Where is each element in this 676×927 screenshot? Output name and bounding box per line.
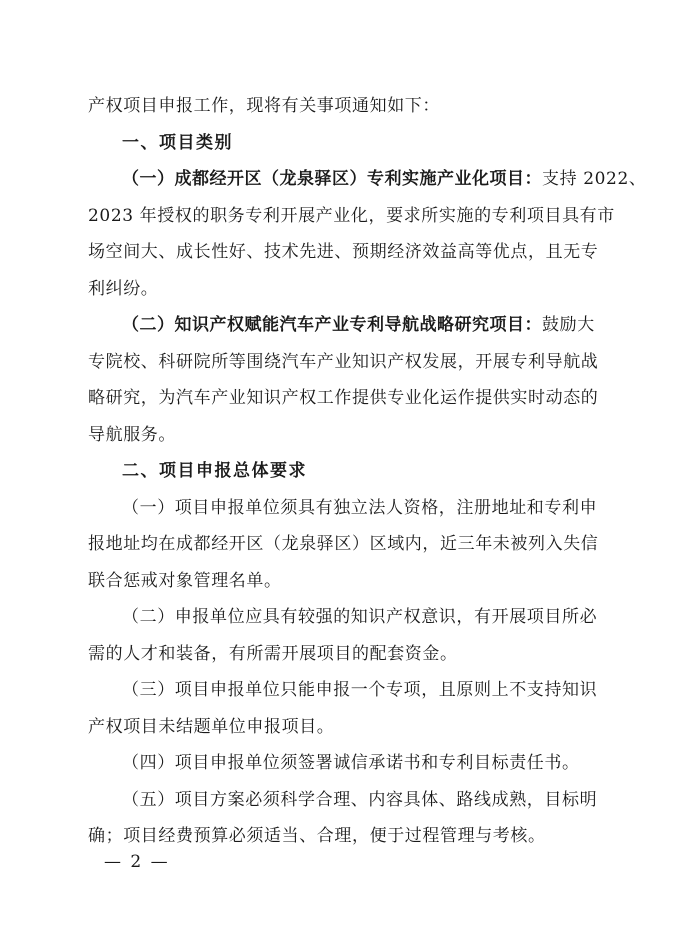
section-1-item-1-line-2: 2023 年授权的职务专利开展产业化，要求所实施的专利项目具有市 xyxy=(88,205,615,226)
section-1-item-2-line-2: 专院校、科研院所等围绕汽车产业知识产权发展，开展专利导航战 xyxy=(88,351,599,372)
section-1-item-2-line-4: 导航服务。 xyxy=(88,424,176,445)
section-2-item-5-line-1: （五）项目方案必须科学合理、内容具体、路线成熟，目标明 xyxy=(122,789,598,810)
section-1-item-1-text: 支持 2022、 xyxy=(542,169,647,189)
section-1-item-1-line-3: 场空间大、成长性好、技术先进、预期经济效益高等优点，且无专 xyxy=(88,242,599,262)
section-2-item-3-line-1: （三）项目申报单位只能申报一个专项，且原则上不支持知识 xyxy=(122,680,598,700)
section-2-item-1-line-2: 报地址均在成都经开区（龙泉驿区）区域内，近三年未被列入失信 xyxy=(88,534,599,554)
section-2-item-1-line-1: （一）项目申报单位须具有独立法人资格，注册地址和专利申 xyxy=(122,497,598,518)
section-1-item-1-label: （一）成都经开区（龙泉驿区）专利实施产业化项目： xyxy=(122,169,542,189)
section-1-item-2-first-line xyxy=(88,307,608,344)
section-2-item-3-line-2: 产权项目未结题单位申报项目。 xyxy=(88,716,335,737)
section-2-item-5-line-2: 确；项目经费预算必须适当、合理，便于过程管理与考核。 xyxy=(88,826,546,846)
section-1-item-2-label: （二）知识产权赋能汽车产业专利导航战略研究项目： xyxy=(122,315,542,335)
section-1-item-2-line-3: 略研究，为汽车产业知识产权工作提供专业化运作提供实时动态的 xyxy=(88,388,599,408)
section-2-item-2-line-2: 需的人才和装备，有所需开展项目的配套资金。 xyxy=(88,643,458,664)
section-2-heading: 二、项目申报总体要求 xyxy=(122,461,307,481)
section-1-item-1-line-4: 利纠纷。 xyxy=(88,278,159,299)
section-1-item-2-text: 鼓励大 xyxy=(542,315,595,335)
section-2-item-2-line-1: （二）申报单位应具有较强的知识产权意识，有开展项目所必 xyxy=(122,607,598,627)
section-2-item-4-line-1: （四）项目申报单位须签署诚信承诺书和专利目标责任书。 xyxy=(122,753,580,773)
body-text xyxy=(88,88,647,855)
section-1-item-1-first-line xyxy=(88,161,647,198)
page-number: — 2 — xyxy=(104,852,170,872)
section-2-item-1-line-3: 联合惩戒对象管理名单。 xyxy=(88,570,282,591)
section-1-heading: 一、项目类别 xyxy=(122,132,233,153)
intro-line: 产权项目申报工作，现将有关事项通知如下： xyxy=(88,96,440,116)
